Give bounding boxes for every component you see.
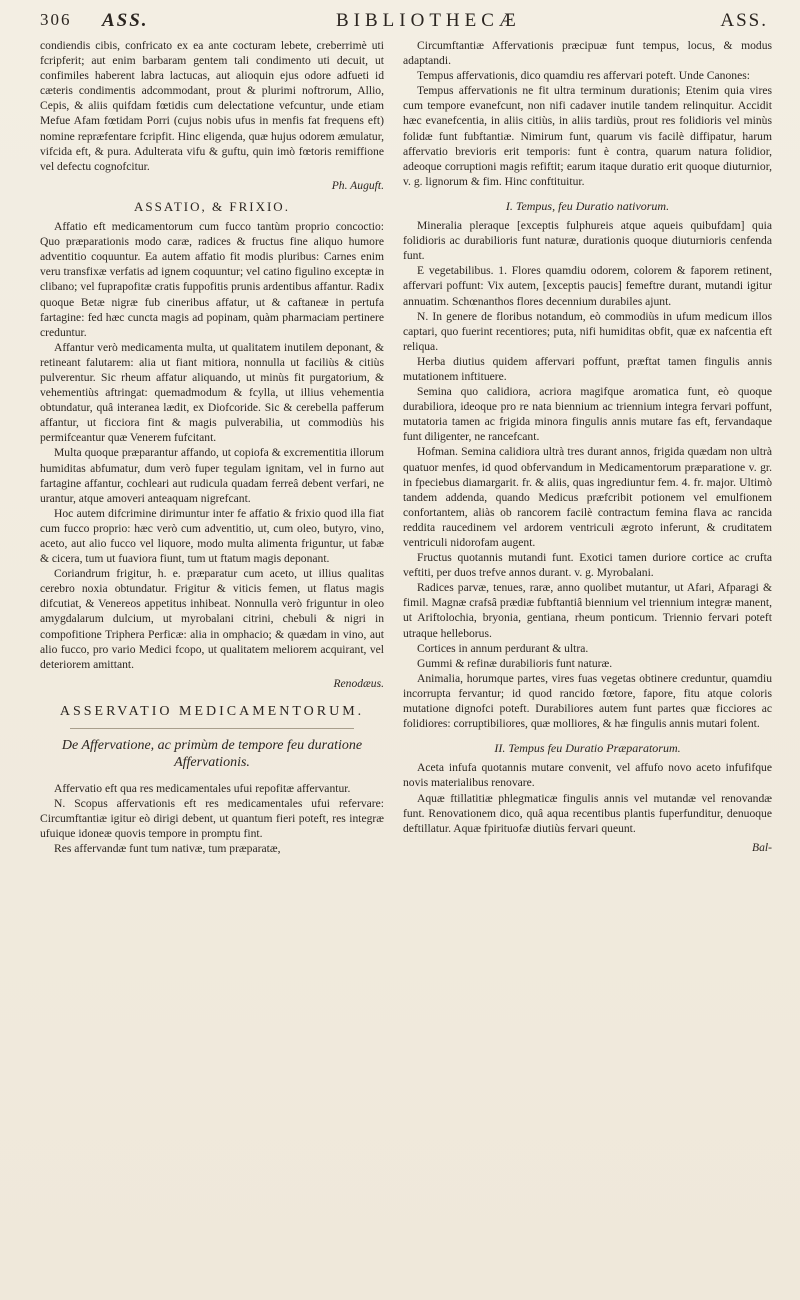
section-heading: I. Tempus, feu Duratio nativorum.	[505, 198, 670, 213]
paragraph: Fructus quotannis mutandi funt. Exotici tamen duriore cortice ac crufta veftiti, per duos trefve annos durant. v. g. Myrobalani.	[403, 551, 772, 580]
paragraph: E vegetabilibus. 1. Flores quamdiu odorem, colorem & faporem retinent, affervari poffunt: Vix autem, [exceptis paucis] femeftre durant, mutandi igitur annuatim. Schœnanthos flores decennium durabiles ajunt.	[403, 264, 772, 308]
paragraph: Gummi & refinæ durabilioris funt naturæ.	[417, 656, 613, 670]
paragraph: Herba diutius quidem affervari poffunt, præftat tamen fingulis annis mutationem inftituere.	[403, 354, 772, 383]
running-head-left: ASS.	[102, 10, 149, 31]
paragraph: Multa quoque præparantur affando, ut copiofa & excrementitia illorum humiditas abfumatur, dum verò fuper tegulam ignitam, vel in furno aut fartagine affantur, cochleari aut rudicula quadam ferreâ debent verfari, ne urantur, atque amoveri anteaquam nigrefcant.	[40, 446, 384, 505]
paragraph: Mineralia pleraque [exceptis fulphureis atque aqueis quibufdam] quia folidioris ac durabilioris funt naturæ, durationis quoque diuturnioris cenfenda funt.	[403, 219, 772, 263]
paragraph: Hoc autem difcrimine dirimuntur inter fe affatio & frixio quod illa fiat cum fucco proprio: hæc verò cum adventitio, ut, cum oleo, butyro, vino, aceto, aut alio fucco vel liquore, modo multa alimenta friguntur, ut fabæ & cicera, tum ut fuaviora fiunt, tum ut ftatum magis deponant.	[40, 506, 384, 566]
running-head-right: ASS.	[720, 10, 768, 31]
paragraph: Affervatio eft qua res medicamentales ufui repofitæ affervantur.	[54, 781, 351, 795]
chapter-subheading: De Affervatione, ac primùm de tempore feu duratione Affervationis.	[61, 737, 363, 770]
divider	[70, 728, 354, 729]
section-heading: II. Tempus feu Duratio Præparatorum.	[494, 741, 681, 756]
paragraph: Aceta infufa quotannis mutare convenit, vel affufo novo aceto infufifque novis materialibus renovare.	[403, 761, 772, 790]
paragraph: Tempus affervationis ne fit ultra terminum durationis; Etenim quia vires cum tempore evanefcunt, non nifi cadaver inutile tandem relinquitur. Accidit hæc evanefcentia, in aliis citiùs, in aliis tardiùs, prout res folidioris vel minùs folidæ funt fubftantiæ. Nimirum funt, quarum vis facilè diffipatur, harum affervatio brevioris erit temporis: funt è contra, quarum natura folidior, adeoque corruptioni magis refiftit; earum itaque duratio erit quoque diuturnior, v. g. lignorum & fim. Hinc conftituitur.	[403, 84, 772, 188]
paragraph: Res affervandæ funt tum nativæ, tum præparatæ,	[54, 842, 281, 856]
left-column	[40, 38, 384, 856]
paragraph: condiendis cibis, confricato ex ea ante cocturam lebete, creberrimè uti fcripferit; aut enim barbaram gentem tali condimento uti decuit, ut confimiles haberent labra lactucas, aut alioquin ejus odore adfueti id cæteris condimentis adcommodant, prout & plurimi noftrorum, Allio, Cepis, & aliis quifdam fœtidis cum delectatione vefcuntur, unde etiam Mefue Afam fœtidam Porri (cujus nobis ufus in menfis fat frequens eft) nomine repræfentare fcripfit. Hinc eligenda, quæ hujus odorem æmulatur, vifcida eft, & pura. Adulterata vifu & guftu, quin imò fœtoris remiffione vel defectu cognofcitur.	[40, 39, 384, 173]
paragraph: Affatio eft medicamentorum cum fucco tantùm proprio concoctio: Quo præparationis modo caræ, radices & fructus fine aliquo humore adventitio coquuntur. Ea autem affatio fit modis pluribus: Carnes enim veru transfixæ verfatis ad ignem coquuntur; vel catino figulino exceptæ in clibano; vel fuprapofitæ cratis fuppofitis prunis ardentibus affantur. Radix quoque Betæ nigræ fub cineribus affatur, ut & caftaneæ in pertufa fartagine: fed hæc cuncta magis ad popinam, quàm pharmaciam pertinere creduntur.	[40, 220, 384, 339]
paragraph: N. Scopus affervationis eft res medicamentales ufui refervare: Circumftantiæ igitur eò dirigi debent, ut quantum fieri poteft, res integræ ufuique idoneæ quovis tempore in promptu fint.	[40, 797, 384, 841]
paragraph: Tempus affervationis, dico quamdiu res affervari poteft. Unde Canones:	[417, 69, 750, 83]
paragraph: Animalia, horumque partes, vires fuas vegetas obtinere creduntur, quamdiu incorrupta fervantur; id quod rancido fœtore, fapore, fitu atque coloris mutatione dignofci poteft. Durabiliores autem funt partes quæ ficciores ac folidiores: corruptibiliores, quæ molliores, & hæ fingulis annis mutari folent.	[403, 671, 772, 731]
chapter-heading: ASSERVATIO MEDICAMENTORUM.	[59, 703, 365, 719]
paragraph: Coriandrum frigitur, h. e. præparatur cum aceto, ut illius qualitas cerebro noxia obtundatur. Frigitur & viticis femen, ut flatus magis difcutiat, & Venereos appetitus inhibeat. Nonnulla verò friguntur in oleo amygdalarum dulcium, ut myrobalani citrini, chebuli & nigri in compofitione Triphera Perficæ: alia in omphacio; & quædam in vino, aut alio fucco, pro vario Medici fcopo, ut qualitatem meliorem acquirant, vel deteriorem amittant.	[40, 567, 384, 671]
paragraph: Hofman. Semina calidiora ultrà tres durant annos, frigida quædam non ultrà quatuor menfes, id quod obfervandum in Medicamentorum præparatione v. gr. in fpeciebus diamargarit. fr. & aliis, quas ingrediuntur fem. 4. fr. major. Ultimò tandem addenda, quando Medicus præfcribit potionem vel emulfionem confortantem, aliàs ob rancorem facilè contractum femina flava ac rancida reddita raucedinem vel ardorem ventriculi ægroto inferunt, & cruditatem ventriculi nidorofam augent.	[403, 445, 772, 549]
author-signature: Renodæus.	[333, 676, 384, 690]
paragraph: N. In genere de floribus notandum, eò commodiùs in ufum medicum illos captari, quo fuerint recentiores; puta, nifi humiditas obfit, quæ ex nafcentia eft reliqua.	[403, 309, 772, 353]
paragraph: Semina quo calidiora, acriora magifque aromatica funt, eò quoque durabiliora, ideoque pro re nata biennium ac triennium integra fervari poffunt, mutatoria tamen ac frigida minora fingulis annis mutare fas eft, fervandaque funt diligenter, ne rancefcant.	[403, 385, 772, 444]
paragraph: Affantur verò medicamenta multa, ut qualitatem inutilem deponant, & retineant falutarem: alia ut fiant mitiora, nonnulla ut faciliùs & citiùs pulverentur. Sic rheum affatur aliquando, ut minùs fit purgatorium, & vehementiùs aftringat: quemadmodum & fcylla, ut illius vehementia obtundatur, quâ interanea lædit, ex Diofcoride. Sic & cerebella pafferum affantur, ut ficciora fint & magis pulverabilia, ut commodiùs his permifceantur quæ Venerem fufcitant.	[40, 340, 384, 445]
running-head	[40, 10, 786, 38]
paragraph: Circumftantiæ Affervationis præcipuæ funt tempus, locus, & modus adaptandi.	[403, 39, 772, 68]
right-column	[403, 38, 772, 855]
page-number: 306	[40, 10, 72, 29]
running-head-title: BIBLIOTHECÆ	[336, 10, 521, 31]
paragraph: Radices parvæ, tenues, raræ, anno quolibet mutantur, ut Afari, Afparagi & fimil. Magnæ crafsâ prædiæ fubftantiâ biennium vel triennium integræ manent, ut Ariftolochia, bryonia, gentiana, rheum ponticum. Triennio fervari poteft utraque helleborus.	[403, 581, 772, 640]
author-signature: Ph. Auguft.	[331, 178, 384, 192]
paragraph: Aquæ ftillatitiæ phlegmaticæ fingulis annis vel mutandæ vel renovandæ funt. Renovationem dico, quâ aqua recentibus plantis fuperfunditur, denuoque deftillatur. Aquæ fpirituofæ diutiùs fervari queunt.	[403, 791, 772, 835]
section-heading: ASSATIO, & FRIXIO.	[134, 198, 290, 214]
paragraph: Cortices in annum perdurant & ultra.	[417, 641, 589, 655]
catchword: Bal-	[752, 840, 772, 854]
